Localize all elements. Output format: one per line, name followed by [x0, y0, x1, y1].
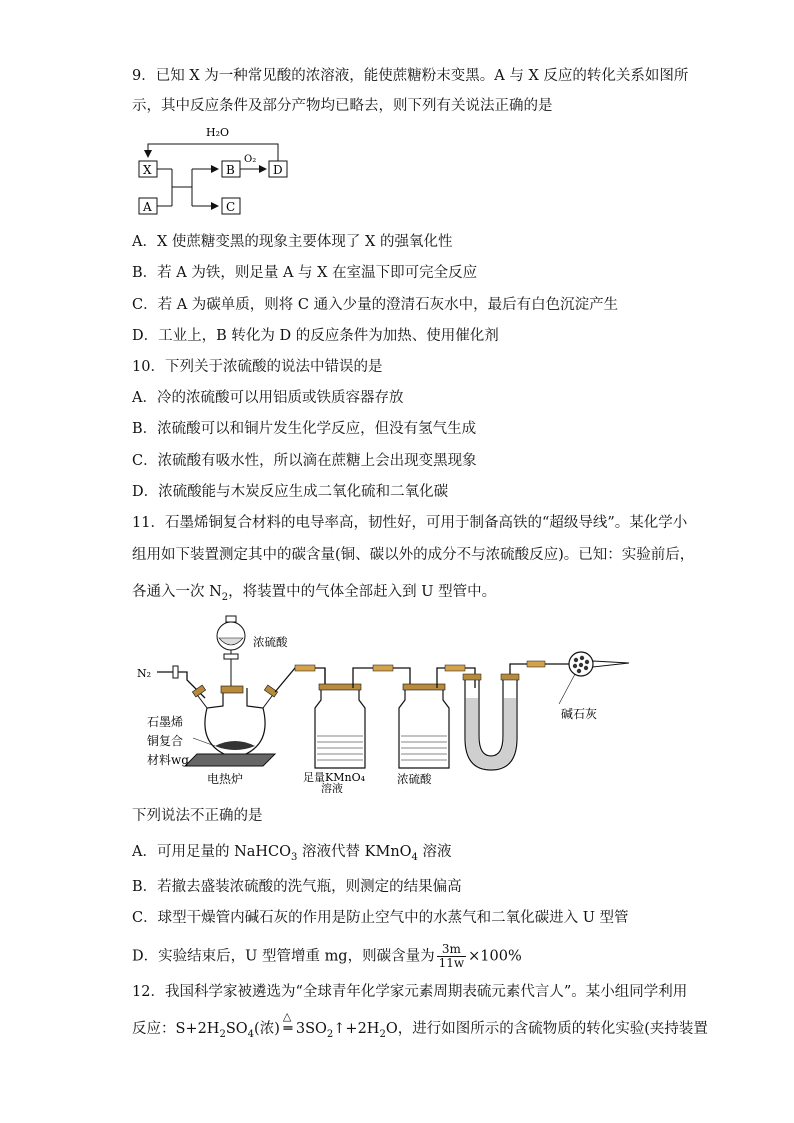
q11-stem-line1: 11．石墨烯铜复合材料的电导率高，韧性好，可用于制备高铁的“超级导线”。某化学小 — [132, 515, 688, 531]
q9-box-c-label: C — [226, 200, 236, 214]
kmno4-label-line2: 溶液 — [321, 782, 343, 793]
q11-stem-line2: 组用如下装置测定其中的碳含量(铜、碳以外的成分不与浓硫酸反应)。已知：实验前后， — [132, 547, 695, 563]
rubber-joint-2 — [373, 665, 393, 671]
q9-box-d-label: D — [273, 163, 283, 177]
sample-label-line2: 铜复合 — [147, 734, 184, 748]
flask-stopper-middle — [221, 686, 243, 693]
carbon-content-fraction: $\frac{3m}{11w}$ — [438, 942, 465, 970]
q11-apparatus-diagram — [135, 608, 635, 793]
q9-o2-label: O₂ — [244, 154, 257, 165]
funnel-stopper — [226, 616, 236, 622]
electric-heater — [185, 754, 275, 766]
q9-option-b: B．若 A 为铁，则足量 A 与 X 在室温下即可完全反应 — [132, 265, 478, 281]
kmno4-label-line1: 足量KMnO₄ — [303, 771, 365, 784]
gas-washing-bottle-acid — [399, 688, 449, 768]
q9-box-x-label: X — [143, 163, 152, 177]
q12-line2: 反应：$S+2H_2SO_4$(浓) △ ═ $3SO_2↑+2H_2O$，进行如图所示的含硫物质的转化实验(夹持装置 — [132, 1010, 708, 1040]
q11-option-a: A．可用足量的 NaHCO$_3$ 溶液代替 KMnO$_4$ 溶液 — [132, 844, 452, 863]
bottle1-stopper — [319, 684, 361, 690]
u-tube-stopper-left — [463, 674, 481, 680]
tube-flask-to-bottle1 — [275, 668, 325, 692]
funnel-tap — [224, 654, 238, 659]
q9-option-d: D．工业上，B 转化为 D 的反应条件为加热、使用催化剂 — [132, 328, 499, 344]
q11-sub-stem: 下列说法不正确的是 — [132, 808, 263, 824]
drying-tube-outlet — [593, 661, 629, 667]
funnel-acid-label: 浓硫酸 — [253, 635, 288, 649]
dropping-funnel — [217, 622, 245, 650]
q10-option-b: B．浓硫酸可以和铜片发生化学反应，但没有氢气生成 — [132, 421, 477, 437]
q10-option-d: D．浓硫酸能与木炭反应生成二氧化硫和二氧化碳 — [132, 484, 449, 500]
reaction-condition: △ ═ — [282, 1010, 293, 1037]
heater-label: 电热炉 — [207, 772, 244, 786]
q9-stem-line1: 9．已知 X 为一种常见酸的浓溶液，能使蔗糖粉末变黑。A 与 X 反应的转化关系如图所 — [132, 68, 689, 84]
q10-option-c: C．浓硫酸有吸水性，所以滴在蔗糖上会出现变黑现象 — [132, 453, 477, 469]
stopcock-valve — [173, 666, 178, 678]
u-tube-stopper-right — [501, 674, 519, 680]
q9-conversion-diagram — [132, 124, 302, 216]
q11-option-d: D．实验结束后，U 型管增重 mg，则碳含量为 $\frac{3m}{11w}$ ×100% — [132, 942, 522, 970]
sample-label-line3: 材料wg — [147, 753, 189, 767]
q11-option-c: C．球型干燥管内碱石灰的作用是防止空气中的水蒸气和二氧化碳进入 U 型管 — [132, 910, 629, 926]
u-tube-filling — [466, 698, 516, 769]
q9-h2o-label: H₂O — [206, 126, 230, 139]
q9-option-a: A．X 使蔗糖变黑的现象主要体现了 X 的强氧化性 — [132, 234, 453, 250]
q10-option-a: A．冷的浓硫酸可以用铝质或铁质容器存放 — [132, 390, 404, 406]
q9-box-b-label: B — [226, 163, 235, 177]
q11-option-b: B．若撤去盛装浓硫酸的洗气瓶，则测定的结果偏高 — [132, 879, 462, 895]
q11-stem-line3: 各通入一次 $N_2$，将装置中的气体全部赶入到 U 型管中。 — [132, 584, 497, 603]
soda-lime-pointer — [559, 674, 575, 704]
soda-lime-label: 碱石灰 — [561, 707, 598, 721]
sample-label-line1: 石墨烯 — [147, 715, 184, 729]
bottle2-label: 浓硫酸 — [397, 772, 432, 786]
rubber-joint-1 — [295, 665, 315, 671]
n2-label: N₂ — [137, 667, 152, 680]
bottle2-stopper — [403, 684, 445, 690]
q9-h2o-arrow — [148, 144, 278, 162]
rubber-joint-3 — [445, 665, 465, 671]
q9-box-a-label: A — [143, 200, 152, 214]
gas-washing-bottle-kmno4 — [315, 688, 365, 768]
q12-line1: 12．我国科学家被遴选为“全球青年化学家元素周期表硫元素代言人”。某小组同学利用 — [132, 984, 688, 1000]
q10-stem: 10．下列关于浓硫酸的说法中错误的是 — [132, 359, 383, 375]
q9-stem-line2: 示，其中反应条件及部分产物均已略去，则下列有关说法正确的是 — [132, 98, 553, 114]
q9-option-c: C．若 A 为碳单质，则将 C 通入少量的澄清石灰水中，最后有白色沉淀产生 — [132, 297, 619, 313]
rubber-joint-4 — [527, 661, 545, 667]
